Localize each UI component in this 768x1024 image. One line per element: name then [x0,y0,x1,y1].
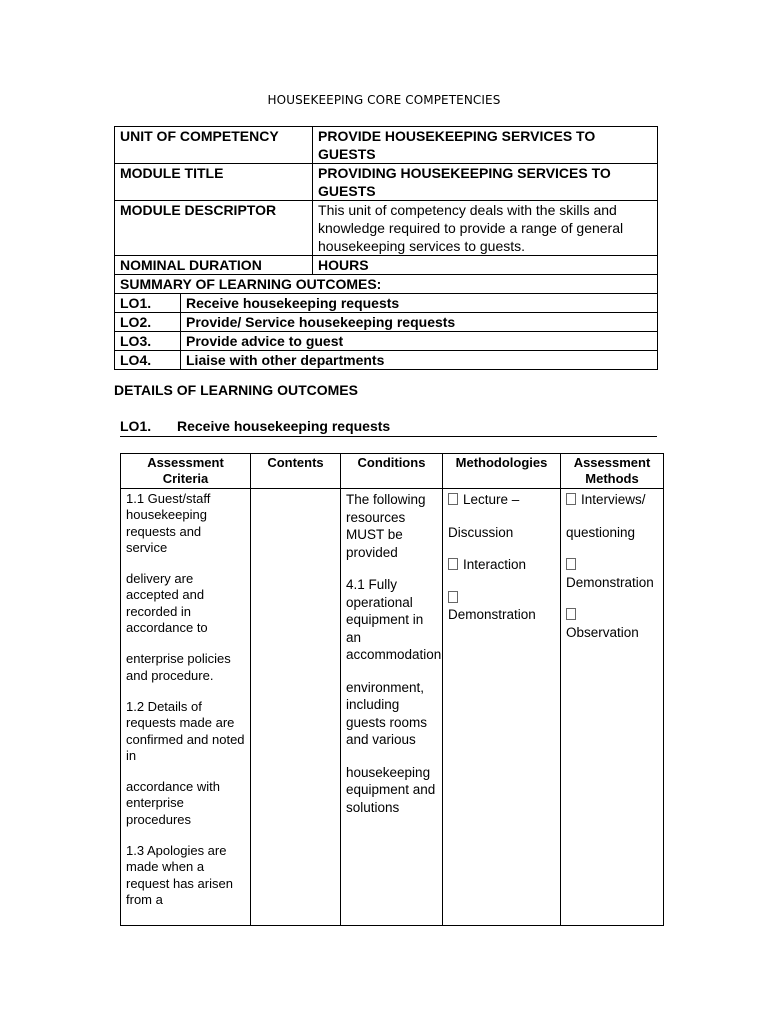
conditions-text: environment, including guests rooms and various [346,679,428,747]
outcome-code: LO1. [115,294,181,313]
lo1-heading [120,417,657,437]
criteria-text: delivery are accepted and recorded in accordance to [126,571,208,636]
outcome-code: LO2. [115,313,181,332]
outcome-row [115,313,658,332]
methodology-text: Demonstration [448,607,536,622]
criteria-text: 1.1 Guest/staff housekeeping requests and service [126,491,211,555]
assessment-method-item [566,524,658,542]
criteria-text: accordance with enterprise procedures [126,779,220,827]
assessment-method-item [566,491,658,509]
outcome-row [115,294,658,313]
conditions-cell [341,489,443,926]
outcome-row [115,351,658,370]
checkbox-square-icon [566,493,576,505]
contents-cell [251,489,341,926]
lo1-code: LO1. [120,418,152,434]
outcome-text: Provide advice to guest [181,332,658,351]
criteria-text: 1.3 Apologies are made when a request has arisen from a [126,843,233,907]
unit-value: PROVIDE HOUSEKEEPING SERVICES TO GUESTS [313,127,658,164]
assessment-method-text: questioning [566,524,636,540]
criteria-text: enterprise policies and procedure. [126,651,231,683]
descriptor-row [115,201,658,256]
header-conditions: Conditions [341,454,443,489]
document-title: HOUSEKEEPING CORE COMPETENCIES [267,93,501,107]
module-title-label: MODULE TITLE [115,164,313,201]
methodology-text: Interaction [463,557,527,572]
module-title-value: PROVIDING HOUSEKEEPING SERVICES TO GUESTS [313,164,658,201]
assessment-method-item [566,556,658,591]
criteria-cell [121,489,251,926]
outcomes-heading: SUMMARY OF LEARNING OUTCOMES: [115,275,658,294]
duration-row [115,256,658,275]
outcome-code: LO4. [115,351,181,370]
unit-label: UNIT OF COMPETENCY [115,127,313,164]
duration-value: HOURS [313,256,658,275]
conditions-text: 4.1 Fully operational equipment in an accommodation [346,577,442,662]
conditions-text: The following resources MUST be provided [346,492,426,560]
lo1-title: Receive housekeeping requests [177,418,391,434]
assessment-method-text: Observation [566,624,639,640]
module-title-row [115,164,658,201]
descriptor-label: MODULE DESCRIPTOR [115,201,313,256]
methodology-item [448,556,555,574]
duration-label: NOMINAL DURATION [115,256,313,275]
outcomes-heading-row [115,275,658,294]
header-assessment-criteria: Assessment Criteria [121,454,251,489]
outcome-text: Provide/ Service housekeeping requests [181,313,658,332]
outcome-text: Liaise with other departments [181,351,658,370]
conditions-text: housekeeping equipment and solutions [346,764,436,815]
methodology-text: Discussion [448,524,514,540]
checkbox-square-icon [566,608,576,620]
competency-summary-table [114,126,658,370]
details-heading: DETAILS OF LEARNING OUTCOMES [114,382,358,398]
lo-table-header-row [121,454,664,489]
methodology-item [448,524,555,542]
unit-row [115,127,658,164]
checkbox-square-icon [448,493,458,505]
checkbox-square-icon [448,591,458,603]
assessment-method-text: Interviews/ [581,492,646,507]
header-methodologies: Methodologies [443,454,561,489]
methodology-item [448,589,555,624]
methodology-item [448,491,555,509]
outcome-row [115,332,658,351]
checkbox-square-icon [448,558,458,570]
header-contents: Contents [251,454,341,489]
assessment-method-text: Demonstration [566,574,654,590]
methodologies-cell [443,489,561,926]
outcome-code: LO3. [115,332,181,351]
lo-table-body-row [121,489,664,926]
descriptor-value: This unit of competency deals with the skills and knowledge required to provide a range of general housekeeping services to guests. [313,201,658,256]
assessment-methods-cell [561,489,664,926]
learning-outcome-table [120,453,664,926]
criteria-text: 1.2 Details of requests made are confirmed and noted in [126,698,245,763]
header-assessment-methods: Assessment Methods [561,454,664,489]
checkbox-square-icon [566,558,576,570]
outcome-text: Receive housekeeping requests [181,294,658,313]
methodology-text: Lecture – [463,492,520,507]
assessment-method-item [566,606,658,641]
